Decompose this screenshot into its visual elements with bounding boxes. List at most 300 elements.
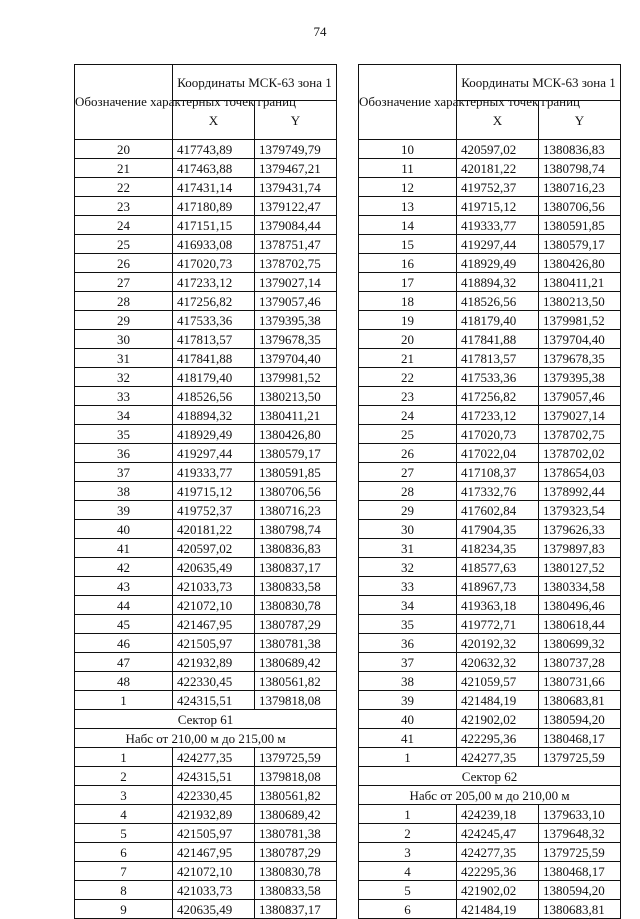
x-coordinate-cell: 418234,35 [457,539,539,558]
point-number-cell: 16 [359,254,457,273]
table-row [359,140,621,159]
table-row [359,368,621,387]
table-row [75,368,337,387]
point-number-cell: 26 [359,444,457,463]
point-number-cell: 4 [359,862,457,881]
table-row [359,387,621,406]
table-row [75,387,337,406]
x-coordinate-cell: 421033,73 [173,881,255,900]
point-number-cell: 2 [359,824,457,843]
x-coordinate-cell: 417841,88 [457,330,539,349]
x-coordinate-cell: 417602,84 [457,501,539,520]
x-coordinate-cell: 419363,18 [457,596,539,615]
x-coordinate-cell: 421932,89 [173,805,255,824]
point-number-cell: 34 [75,406,173,425]
table-row [359,406,621,425]
table-row [359,235,621,254]
x-coordinate-cell: 417020,73 [457,425,539,444]
x-coordinate-cell: 419297,44 [173,444,255,463]
y-coordinate-cell: 1379725,59 [255,748,337,767]
point-number-cell: 8 [75,881,173,900]
table-row [75,767,337,786]
y-coordinate-cell: 1380496,46 [539,596,621,615]
y-coordinate-cell: 1379704,40 [255,349,337,368]
x-coordinate-cell: 419333,77 [457,216,539,235]
y-coordinate-cell: 1378702,75 [539,425,621,444]
point-number-cell: 28 [359,482,457,501]
y-coordinate-cell: 1380836,83 [539,140,621,159]
table-row [75,596,337,615]
coordinates-header: Координаты МСК-63 зона 1 [173,65,337,101]
y-coordinate-cell: 1380426,80 [255,425,337,444]
table-row [75,786,337,805]
point-number-cell: 3 [359,843,457,862]
y-coordinate-cell: 1380731,66 [539,672,621,691]
table-row [359,463,621,482]
y-coordinate-cell: 1380561,82 [255,786,337,805]
x-coordinate-cell: 418894,32 [173,406,255,425]
point-number-cell: 31 [75,349,173,368]
point-number-cell: 9 [75,900,173,919]
table-row [75,178,337,197]
table-row [75,824,337,843]
x-coordinate-cell: 419752,37 [173,501,255,520]
y-coordinate-cell: 1379027,14 [539,406,621,425]
y-coordinate-cell: 1380787,29 [255,843,337,862]
point-number-cell: 18 [359,292,457,311]
x-coordinate-cell: 417108,37 [457,463,539,482]
point-number-cell: 4 [75,805,173,824]
x-coordinate-cell: 418526,56 [173,387,255,406]
y-coordinate-cell: 1380836,83 [255,539,337,558]
point-number-cell: 30 [75,330,173,349]
point-number-cell: 13 [359,197,457,216]
y-coordinate-cell: 1380833,58 [255,881,337,900]
table-row [359,520,621,539]
x-header: X [173,101,255,140]
x-coordinate-cell: 419715,12 [173,482,255,501]
x-coordinate-cell: 418929,49 [457,254,539,273]
point-number-cell: 23 [359,387,457,406]
x-coordinate-cell: 422295,36 [457,729,539,748]
x-coordinate-cell: 424315,51 [173,691,255,710]
point-number-cell: 6 [75,843,173,862]
point-header: Обозначение характерных точек границ [75,65,173,140]
y-coordinate-cell: 1379633,10 [539,805,621,824]
x-coordinate-cell: 418894,32 [457,273,539,292]
point-number-cell: 33 [75,387,173,406]
table-row [75,330,337,349]
table-row [359,729,621,748]
x-coordinate-cell: 417813,57 [173,330,255,349]
coordinates-table-right-body [359,65,621,919]
point-number-cell: 2 [75,767,173,786]
table-row [75,140,337,159]
x-coordinate-cell: 418577,63 [457,558,539,577]
x-coordinate-cell: 417233,12 [173,273,255,292]
x-coordinate-cell: 420635,49 [173,558,255,577]
x-coordinate-cell: 417533,36 [457,368,539,387]
table-row [359,197,621,216]
x-coordinate-cell: 417813,57 [457,349,539,368]
table-row [359,482,621,501]
y-coordinate-cell: 1379749,79 [255,140,337,159]
point-number-cell: 40 [359,710,457,729]
y-coordinate-cell: 1380830,78 [255,596,337,615]
y-coordinate-cell: 1380594,20 [539,710,621,729]
point-number-cell: 20 [359,330,457,349]
point-number-cell: 11 [359,159,457,178]
y-coordinate-cell: 1378751,47 [255,235,337,254]
point-number-cell: 17 [359,273,457,292]
y-coordinate-cell: 1379027,14 [255,273,337,292]
y-coordinate-cell: 1379678,35 [255,330,337,349]
table-row [75,311,337,330]
point-number-cell: 45 [75,615,173,634]
y-coordinate-cell: 1380594,20 [539,881,621,900]
table-row [75,691,337,710]
x-coordinate-cell: 416933,08 [173,235,255,254]
y-coordinate-cell: 1380426,80 [539,254,621,273]
x-coordinate-cell: 417841,88 [173,349,255,368]
y-coordinate-cell: 1380833,58 [255,577,337,596]
y-coordinate-cell: 1379725,59 [539,748,621,767]
x-coordinate-cell: 417904,35 [457,520,539,539]
x-coordinate-cell: 421505,97 [173,634,255,653]
point-number-cell: 47 [75,653,173,672]
point-number-cell: 20 [75,140,173,159]
table-row [359,596,621,615]
x-coordinate-cell: 421072,10 [173,596,255,615]
x-coordinate-cell: 419333,77 [173,463,255,482]
y-coordinate-cell: 1379897,83 [539,539,621,558]
table-row [359,501,621,520]
y-coordinate-cell: 1380716,23 [539,178,621,197]
point-number-cell: 25 [75,235,173,254]
table-row [359,292,621,311]
point-number-cell: 27 [75,273,173,292]
x-coordinate-cell: 422330,45 [173,672,255,691]
y-coordinate-cell: 1380411,21 [539,273,621,292]
y-coordinate-cell: 1378702,02 [539,444,621,463]
y-coordinate-cell: 1380706,56 [539,197,621,216]
table-row [75,406,337,425]
sector-range-row [75,729,337,748]
sector-range-row [359,786,621,805]
table-row [75,881,337,900]
y-coordinate-cell: 1380798,74 [539,159,621,178]
table-row [359,539,621,558]
x-coordinate-cell: 417256,82 [173,292,255,311]
x-coordinate-cell: 419772,71 [457,615,539,634]
x-coordinate-cell: 421902,02 [457,881,539,900]
x-coordinate-cell: 417332,76 [457,482,539,501]
x-coordinate-cell: 417180,89 [173,197,255,216]
table-row [359,843,621,862]
y-coordinate-cell: 1378702,75 [255,254,337,273]
y-coordinate-cell: 1379084,44 [255,216,337,235]
point-number-cell: 24 [75,216,173,235]
x-coordinate-cell: 421484,19 [457,900,539,919]
table-row [359,653,621,672]
table-row [75,425,337,444]
point-number-cell: 6 [359,900,457,919]
sector-height-range: Набс от 210,00 м до 215,00 м [75,729,337,748]
table-row [359,634,621,653]
point-number-cell: 12 [359,178,457,197]
x-coordinate-cell: 421932,89 [173,653,255,672]
table-row [359,273,621,292]
y-coordinate-cell: 1380411,21 [255,406,337,425]
table-row [359,710,621,729]
x-coordinate-cell: 424277,35 [457,843,539,862]
page-number: 74 [313,24,327,39]
point-number-cell: 32 [359,558,457,577]
point-number-cell: 3 [75,786,173,805]
table-row [75,634,337,653]
point-number-cell: 29 [75,311,173,330]
coordinates-header: Координаты МСК-63 зона 1 [457,65,621,101]
y-coordinate-cell: 1380591,85 [539,216,621,235]
table-row [359,216,621,235]
y-coordinate-cell: 1380213,50 [255,387,337,406]
y-header: Y [255,101,337,140]
point-number-cell: 36 [75,444,173,463]
point-number-cell: 32 [75,368,173,387]
table-row [75,292,337,311]
x-coordinate-cell: 422330,45 [173,786,255,805]
x-coordinate-cell: 418179,40 [173,368,255,387]
y-coordinate-cell: 1379818,08 [255,691,337,710]
table-row [75,349,337,368]
x-coordinate-cell: 420632,32 [457,653,539,672]
x-coordinate-cell: 421467,95 [173,615,255,634]
x-coordinate-cell: 424245,47 [457,824,539,843]
point-number-cell: 30 [359,520,457,539]
point-number-cell: 7 [75,862,173,881]
table-row [75,216,337,235]
header-row [359,65,621,101]
table-row [359,330,621,349]
x-coordinate-cell: 421902,02 [457,710,539,729]
y-coordinate-cell: 1380781,38 [255,824,337,843]
x-coordinate-cell: 421484,19 [457,691,539,710]
y-coordinate-cell: 1379626,33 [539,520,621,539]
y-coordinate-cell: 1379981,52 [255,368,337,387]
y-coordinate-cell: 1379122,47 [255,197,337,216]
x-coordinate-cell: 417431,14 [173,178,255,197]
y-coordinate-cell: 1380830,78 [255,862,337,881]
x-coordinate-cell: 419715,12 [457,197,539,216]
table-row [75,254,337,273]
table-row [359,349,621,368]
point-number-cell: 27 [359,463,457,482]
y-coordinate-cell: 1379704,40 [539,330,621,349]
y-coordinate-cell: 1380468,17 [539,729,621,748]
x-coordinate-cell: 421505,97 [173,824,255,843]
x-coordinate-cell: 421467,95 [173,843,255,862]
point-number-cell: 33 [359,577,457,596]
table-row [75,862,337,881]
table-row [359,159,621,178]
x-coordinate-cell: 417151,15 [173,216,255,235]
y-coordinate-cell: 1380689,42 [255,653,337,672]
point-number-cell: 38 [75,482,173,501]
x-coordinate-cell: 420597,02 [173,539,255,558]
sector-title: Сектор 62 [359,767,621,786]
sector-height-range: Набс от 205,00 м до 210,00 м [359,786,621,805]
table-row [359,900,621,919]
point-number-cell: 44 [75,596,173,615]
point-number-cell: 41 [359,729,457,748]
y-coordinate-cell: 1380716,23 [255,501,337,520]
table-row [75,197,337,216]
x-coordinate-cell: 419752,37 [457,178,539,197]
point-number-cell: 1 [75,748,173,767]
x-coordinate-cell: 417463,88 [173,159,255,178]
x-coordinate-cell: 421033,73 [173,577,255,596]
point-number-cell: 25 [359,425,457,444]
y-coordinate-cell: 1380683,81 [539,691,621,710]
table-row [75,843,337,862]
y-coordinate-cell: 1378992,44 [539,482,621,501]
point-number-cell: 14 [359,216,457,235]
y-coordinate-cell: 1380334,58 [539,577,621,596]
point-number-cell: 43 [75,577,173,596]
x-coordinate-cell: 417233,12 [457,406,539,425]
point-number-cell: 24 [359,406,457,425]
y-coordinate-cell: 1379467,21 [255,159,337,178]
x-header: X [457,101,539,140]
point-number-cell: 46 [75,634,173,653]
x-coordinate-cell: 424277,35 [457,748,539,767]
x-coordinate-cell: 422295,36 [457,862,539,881]
point-number-cell: 41 [75,539,173,558]
x-coordinate-cell: 421059,57 [457,672,539,691]
point-number-cell: 21 [359,349,457,368]
y-coordinate-cell: 1380468,17 [539,862,621,881]
x-coordinate-cell: 417743,89 [173,140,255,159]
y-coordinate-cell: 1379057,46 [255,292,337,311]
table-row [359,254,621,273]
table-row [75,577,337,596]
y-coordinate-cell: 1379818,08 [255,767,337,786]
y-coordinate-cell: 1380798,74 [255,520,337,539]
y-coordinate-cell: 1379981,52 [539,311,621,330]
y-coordinate-cell: 1380591,85 [255,463,337,482]
point-number-cell: 48 [75,672,173,691]
table-row [75,900,337,919]
point-number-cell: 26 [75,254,173,273]
x-coordinate-cell: 418179,40 [457,311,539,330]
table-row [359,558,621,577]
point-number-cell: 39 [75,501,173,520]
point-number-cell: 1 [75,691,173,710]
table-row [75,558,337,577]
table-row [359,748,621,767]
point-number-cell: 28 [75,292,173,311]
table-row [75,653,337,672]
table-row [75,805,337,824]
x-coordinate-cell: 417256,82 [457,387,539,406]
point-number-cell: 19 [359,311,457,330]
y-coordinate-cell: 1380737,28 [539,653,621,672]
x-coordinate-cell: 418929,49 [173,425,255,444]
point-number-cell: 5 [359,881,457,900]
coordinates-table-left [74,64,337,919]
y-coordinate-cell: 1380787,29 [255,615,337,634]
y-coordinate-cell: 1380213,50 [539,292,621,311]
point-number-cell: 34 [359,596,457,615]
point-number-cell: 29 [359,501,457,520]
y-header: Y [539,101,621,140]
x-coordinate-cell: 420181,22 [173,520,255,539]
point-number-cell: 37 [359,653,457,672]
x-coordinate-cell: 420597,02 [457,140,539,159]
header-row [75,65,337,101]
table-row [75,463,337,482]
x-coordinate-cell: 418967,73 [457,577,539,596]
point-number-cell: 40 [75,520,173,539]
table-row [75,615,337,634]
table-row [359,862,621,881]
table-row [359,577,621,596]
point-number-cell: 22 [75,178,173,197]
y-coordinate-cell: 1380127,52 [539,558,621,577]
y-coordinate-cell: 1380837,17 [255,900,337,919]
point-header: Обозначение характерных точек границ [359,65,457,140]
y-coordinate-cell: 1380579,17 [255,444,337,463]
x-coordinate-cell: 424315,51 [173,767,255,786]
y-coordinate-cell: 1380683,81 [539,900,621,919]
point-number-cell: 1 [359,805,457,824]
x-coordinate-cell: 418526,56 [457,292,539,311]
table-row [75,539,337,558]
y-coordinate-cell: 1379323,54 [539,501,621,520]
point-number-cell: 1 [359,748,457,767]
x-coordinate-cell: 420635,49 [173,900,255,919]
table-row [359,881,621,900]
x-coordinate-cell: 420192,32 [457,634,539,653]
coordinates-table-right [358,64,621,919]
table-row [359,444,621,463]
point-number-cell: 37 [75,463,173,482]
x-coordinate-cell: 421072,10 [173,862,255,881]
table-row [75,159,337,178]
point-number-cell: 21 [75,159,173,178]
point-number-cell: 31 [359,539,457,558]
table-row [75,444,337,463]
x-coordinate-cell: 417022,04 [457,444,539,463]
y-coordinate-cell: 1380618,44 [539,615,621,634]
point-number-cell: 10 [359,140,457,159]
table-row [75,273,337,292]
y-coordinate-cell: 1379678,35 [539,349,621,368]
table-row [75,482,337,501]
table-row [75,235,337,254]
y-coordinate-cell: 1380699,32 [539,634,621,653]
y-coordinate-cell: 1380781,38 [255,634,337,653]
x-coordinate-cell: 424239,18 [457,805,539,824]
x-coordinate-cell: 424277,35 [173,748,255,767]
y-coordinate-cell: 1378654,03 [539,463,621,482]
table-row [359,824,621,843]
point-number-cell: 5 [75,824,173,843]
table-row [75,748,337,767]
point-number-cell: 35 [75,425,173,444]
x-coordinate-cell: 419297,44 [457,235,539,254]
y-coordinate-cell: 1379431,74 [255,178,337,197]
